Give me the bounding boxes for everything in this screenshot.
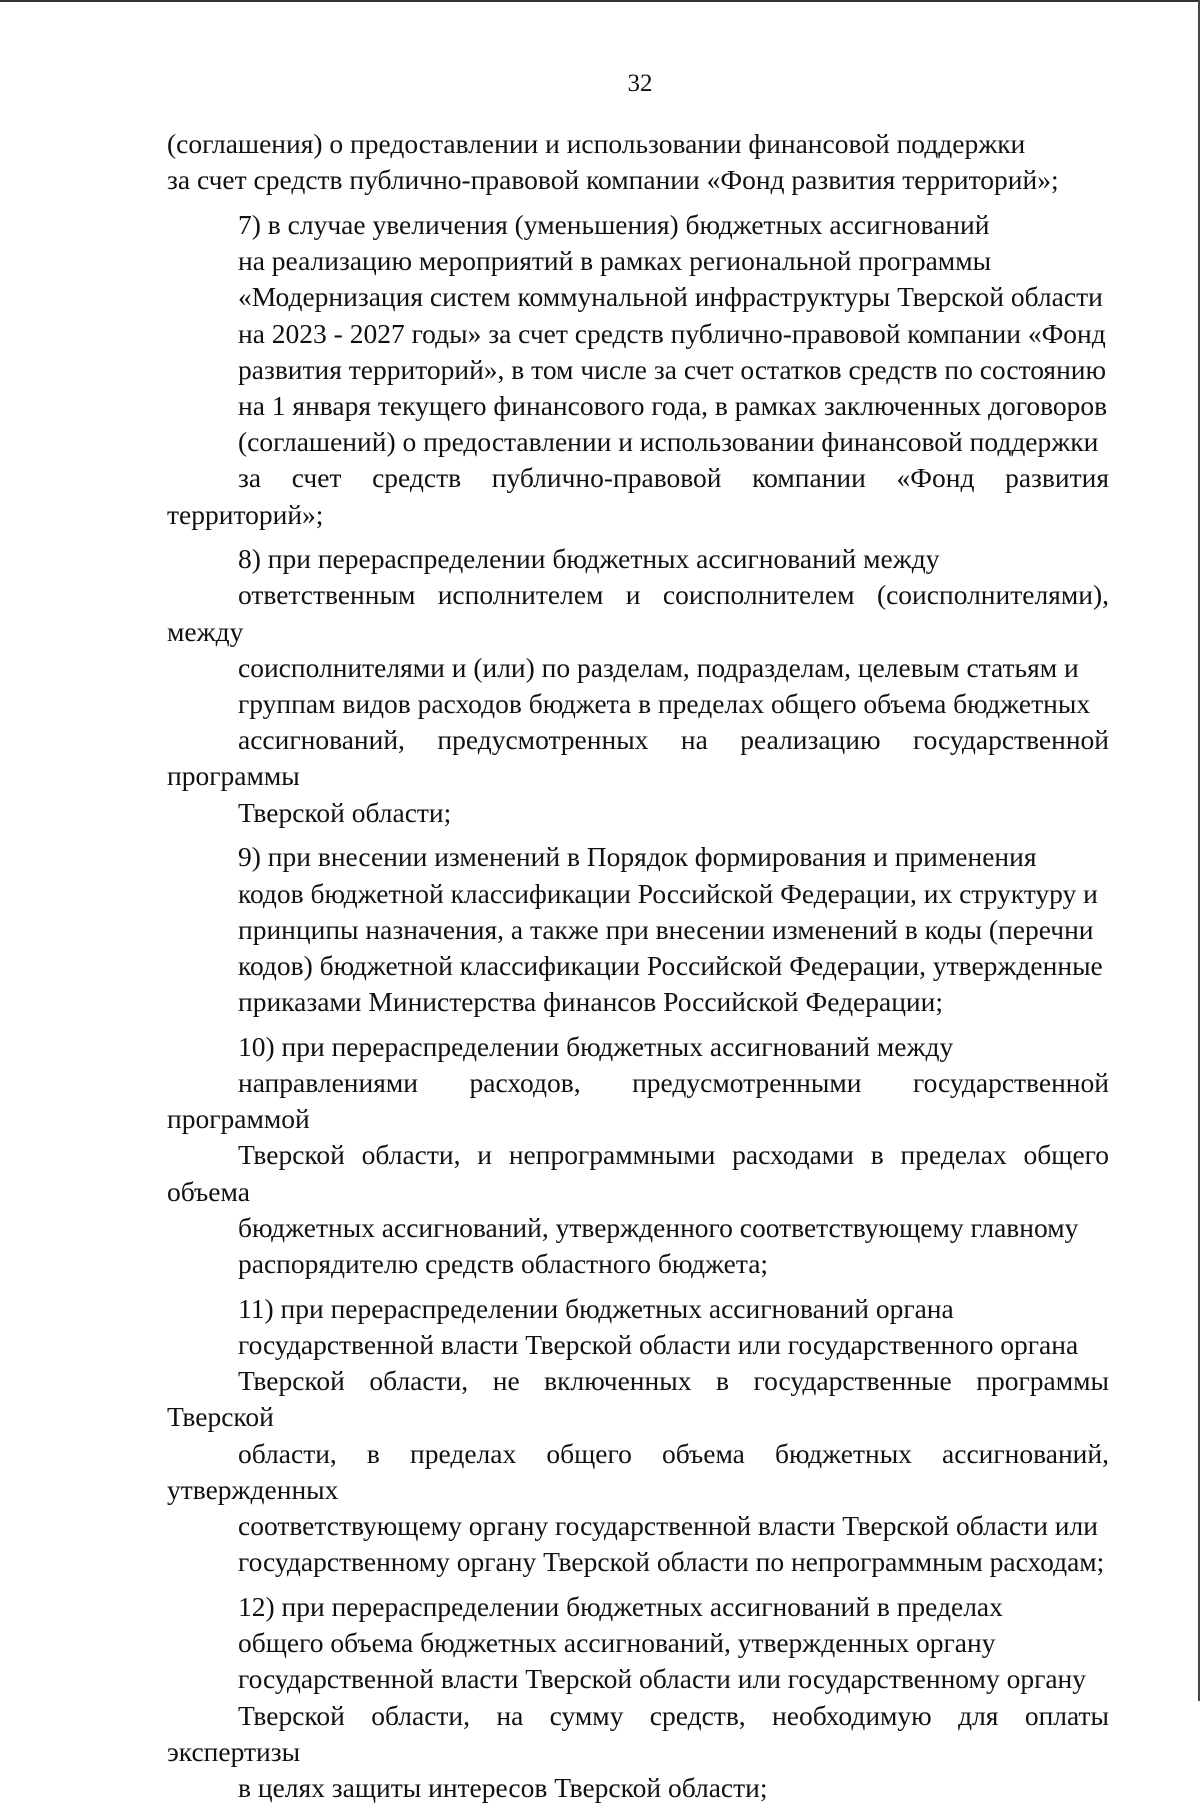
text-line: развития территорий», в том числе за счет остатков средств по состоянию <box>238 353 1107 385</box>
text-line: 7) в случае увеличения (уменьшения) бюджетных ассигнований <box>238 208 990 240</box>
text-line: на реализацию мероприятий в рамках региональной программы <box>238 245 992 277</box>
paragraph-item-8 <box>167 541 1109 831</box>
text-line: за счет средств публично-правовой компании «Фонд развития территорий»; <box>167 164 1059 196</box>
text-line: Тверской области, не включенных в государственные программы Тверской <box>167 1365 1109 1433</box>
page-top-edge <box>0 0 1200 2</box>
text-line: направлениями расходов, предусмотренными государственной программой <box>167 1067 1109 1135</box>
text-line: Тверской области, и непрограммными расходами в пределах общего объема <box>167 1139 1109 1207</box>
text-line: кодов) бюджетной классификации Российской Федерации, утвержденные <box>238 949 1103 981</box>
text-line: группам видов расходов бюджета в пределах общего объема бюджетных <box>238 688 1091 720</box>
text-line: в целях защиты интересов Тверской области; <box>238 1771 768 1803</box>
paragraph-item-11 <box>167 1291 1109 1581</box>
page-number: 32 <box>627 70 653 97</box>
paragraph-item-10 <box>167 1029 1109 1282</box>
text-line: соответствующему органу государственной власти Тверской области или <box>238 1510 1098 1542</box>
text-line: государственной власти Тверской области или государственного органа <box>238 1329 1079 1360</box>
text-line: соисполнителями и (или) по разделам, подразделам, целевым статьям и <box>238 651 1079 683</box>
text-line: 11) при перераспределении бюджетных ассигнований органа <box>238 1292 954 1324</box>
text-line: на 1 января текущего финансового года, в рамках заключенных договоров <box>238 389 1108 421</box>
paragraph-item-12 <box>167 1589 1109 1806</box>
paragraph-item-9 <box>167 839 1109 1020</box>
text-line: 9) при внесении изменений в Порядок формирования и применения <box>238 841 1037 873</box>
text-line: на 2023 - 2027 годы» за счет средств публично-правовой компании «Фонд <box>238 317 1106 349</box>
text-line: ассигнований, предусмотренных на реализацию государственной программы <box>167 724 1109 792</box>
text-line: государственной власти Тверской области или государственному органу <box>238 1663 1087 1695</box>
text-line: общего объема бюджетных ассигнований, утвержденных органу <box>238 1627 996 1659</box>
text-line: (соглашения) о предоставлении и использовании финансовой поддержки <box>167 128 1026 159</box>
text-line: 8) при перераспределении бюджетных ассигнований между <box>238 543 940 575</box>
text-line: «Модернизация систем коммунальной инфраструктуры Тверской области <box>238 281 1103 313</box>
text-line: государственному органу Тверской области по непрограммным расходам; <box>238 1546 1105 1578</box>
text-line: области, в пределах общего объема бюджетных ассигнований, утвержденных <box>167 1437 1109 1505</box>
paragraph-continuation <box>167 126 1109 198</box>
text-line: 12) при перераспределении бюджетных ассигнований в пределах <box>238 1590 1003 1622</box>
text-line: ответственным исполнителем и соисполнителем (соисполнителями), между <box>167 579 1109 647</box>
paragraph-item-7 <box>167 207 1109 533</box>
text-line: бюджетных ассигнований, утвержденного соответствующему главному <box>238 1211 1079 1243</box>
text-line: принципы назначения, а также при внесении изменений в коды (перечни <box>238 913 1094 945</box>
text-line: приказами Министерства финансов Российской Федерации; <box>238 986 944 1018</box>
text-line: Тверской области, на сумму средств, необходимую для оплаты экспертизы <box>167 1699 1109 1767</box>
text-line: кодов бюджетной классификации Российской Федерации, их структуру и <box>238 877 1098 909</box>
text-line: 10) при перераспределении бюджетных ассигнований между <box>238 1030 954 1062</box>
text-line: (соглашений) о предоставлении и использовании финансовой поддержки <box>238 426 1099 458</box>
text-line: за счет средств публично-правовой компании «Фонд развития территорий»; <box>167 462 1109 530</box>
document-body <box>167 126 1109 1815</box>
text-line: Тверской области; <box>238 796 452 828</box>
text-line: распорядителю средств областного бюджета; <box>238 1248 769 1280</box>
